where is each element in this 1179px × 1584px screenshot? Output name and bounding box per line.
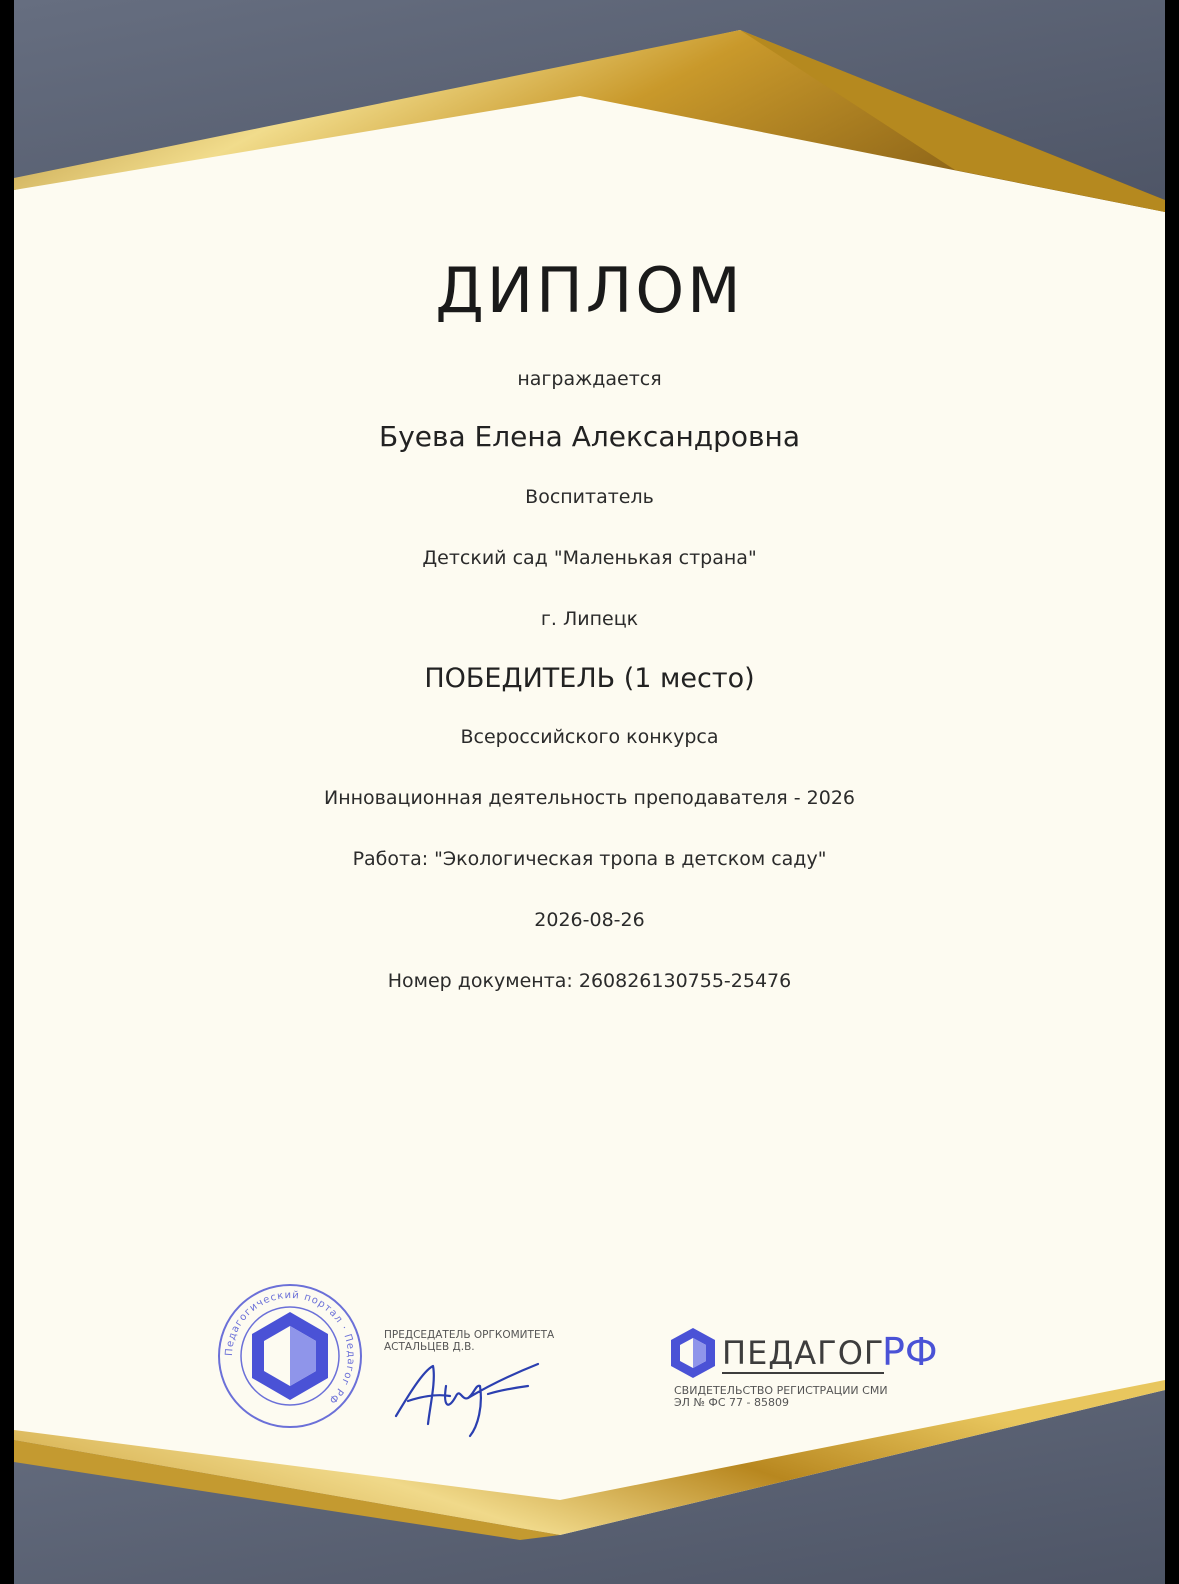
award-date: 2026-08-26 (534, 909, 645, 931)
award-result: ПОБЕДИТЕЛЬ (1 место) (424, 663, 755, 694)
document-number: Номер документа: 260826130755-25476 (387, 970, 792, 992)
hexagon-logo-icon (668, 1326, 718, 1380)
recipient-position: Воспитатель (525, 486, 654, 508)
seal-text: Педагогический портал · Педагог РФ (223, 1289, 357, 1406)
logo-main-text: ПЕДАГОГ (722, 1334, 885, 1372)
recipient-organization: Детский сад "Маленькая страна" (422, 547, 757, 569)
pedagog-rf-logo (668, 1326, 968, 1426)
recipient-name: Буева Елена Александровна (378, 420, 801, 453)
chairman-name: АСТАЛЬЦЕВ Д.В. (384, 1341, 475, 1353)
contest-type: Всероссийского конкурса (460, 726, 719, 748)
registration-block (674, 1385, 974, 1409)
logo-suffix-text: РФ (882, 1330, 938, 1374)
seal-stamp (216, 1282, 364, 1430)
awarded-label: награждается (517, 368, 662, 390)
work-title: Работа: "Экологическая тропа в детском саду" (352, 848, 827, 870)
registration-line-1: СВИДЕТЕЛЬСТВО РЕГИСТРАЦИИ СМИ (674, 1384, 888, 1397)
recipient-city: г. Липецк (540, 608, 639, 630)
diploma-title: ДИПЛОМ (435, 254, 744, 327)
registration-line-2: ЭЛ № ФС 77 - 85809 (674, 1396, 789, 1409)
chairman-title: ПРЕДСЕДАТЕЛЬ ОРГКОМИТЕТА (384, 1329, 555, 1341)
contest-name: Инновационная деятельность преподавателя - 2026 (324, 787, 855, 809)
signature (388, 1346, 553, 1441)
